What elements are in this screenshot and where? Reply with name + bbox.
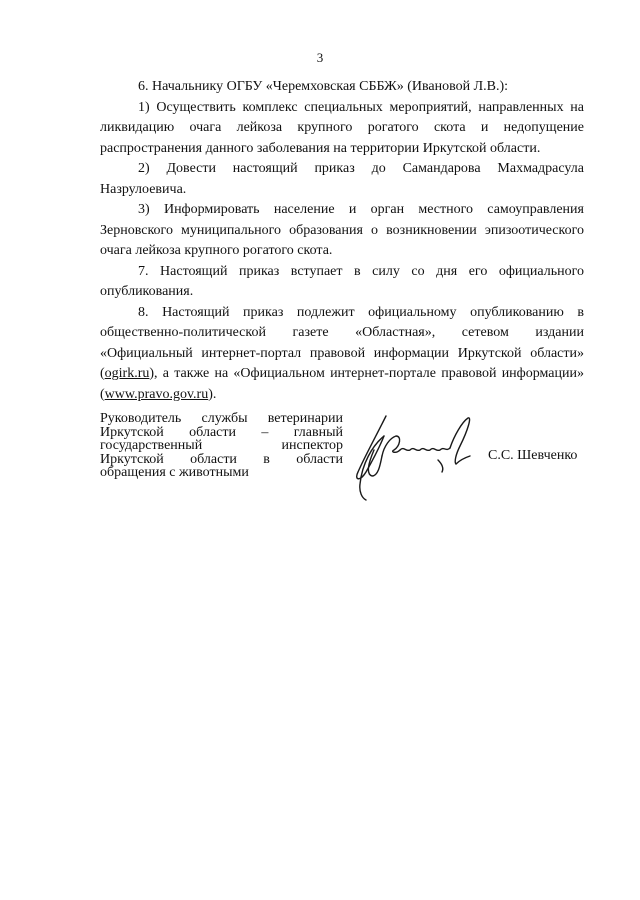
position-line: Руководитель службы ветеринарии <box>100 411 343 426</box>
paragraph-8-text-3: ). <box>208 386 217 402</box>
paragraph-6-1: 1) Осуществить комплекс специальных мероприятий, направленных на ликвидацию очага лейкоза крупного рогатого скота и недопущение распространения данного заболевания на территории Иркутской области. <box>100 99 584 156</box>
pravo-link[interactable]: www.pravo.gov.ru <box>104 386 209 402</box>
signatory-name: С.С. Шевченко <box>488 448 578 463</box>
position-line: Иркутской области – главный <box>100 424 343 440</box>
order-body <box>100 77 584 405</box>
paragraph-8 <box>100 303 584 406</box>
signature-block <box>100 412 584 502</box>
paragraph-6: 6. Начальнику ОГБУ «Черемховская СББЖ» (Ивановой Л.В.): <box>138 79 509 94</box>
position-line: государственный инспектор <box>100 438 343 454</box>
paragraph-7: 7. Настоящий приказ вступает в силу со дня его официального опубликования. <box>100 263 584 299</box>
page-number: 3 <box>316 50 324 65</box>
paragraph-6-3: 3) Информировать население и орган местного самоуправления Зерновского муниципального образования о возникновении эпизоотического очага лейкоза крупного рогатого скота. <box>100 202 584 258</box>
paragraph-8-text-1: 8. Настоящий приказ подлежит официальному опубликованию в общественно-политической газете «Областная», сетевом издании «Официальный интернет-портал правовой информации Иркутской области» ( <box>100 304 584 381</box>
signatory-position <box>100 412 343 480</box>
ogirk-link[interactable]: ogirk.ru <box>104 366 150 381</box>
paragraph-8-text-2: ), а также на «Официальном интернет-портале правовой информации» ( <box>100 366 584 402</box>
position-line: Иркутской области в области <box>100 451 343 467</box>
handwritten-signature <box>346 406 486 502</box>
paragraph-6-2: 2) Довести настоящий приказ до Самандарова Махмадрасула Назрулоевича. <box>100 161 584 197</box>
position-line: обращения с животными <box>100 465 249 481</box>
